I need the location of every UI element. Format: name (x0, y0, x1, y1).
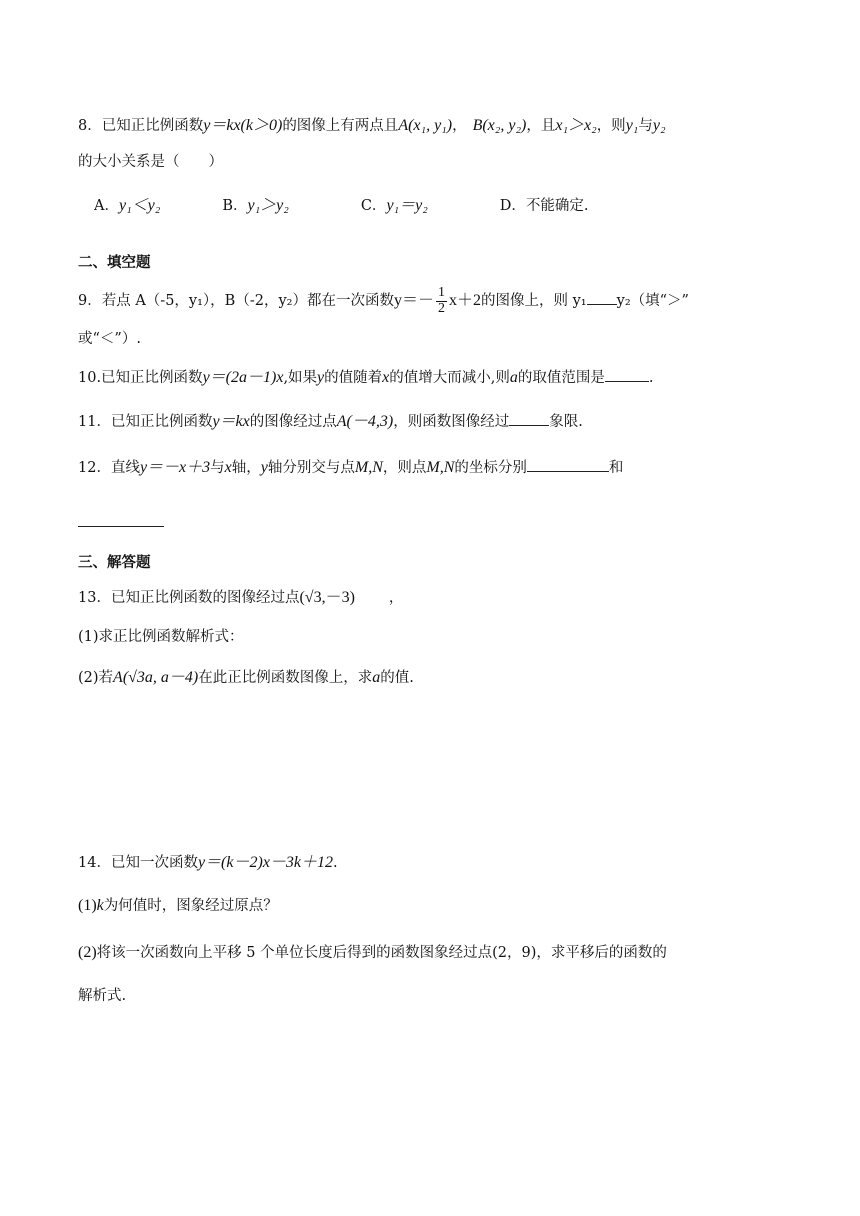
q12-points: M,N (354, 459, 383, 476)
q10-text: 10.已知正比例函数 (78, 370, 203, 386)
q8-point-a: A(x₁, y₁) (398, 117, 453, 134)
q12-text: ，则点 (382, 460, 427, 476)
q12-function: y＝－x＋3 (139, 459, 211, 476)
q8-text: 的图像上有两点且 (282, 118, 399, 134)
q8-y2: y₂ (652, 117, 666, 134)
q8-option-a-label: A． (94, 198, 119, 214)
q11-point: A(－4,3) (336, 413, 394, 430)
q8-option-b-label: B． (222, 198, 248, 214)
q13-text: 13．已知正比例函数的图像经过点 (78, 590, 300, 606)
q8-point-b: B(x₂, y₂) (472, 117, 527, 134)
q10-text: 的取值范围是 (517, 370, 605, 386)
q9-line1 (78, 286, 689, 316)
q12-text: 12．直线 (78, 460, 140, 476)
q10-var-y: y (317, 369, 325, 386)
q11-text: 11．已知正比例函数 (78, 414, 213, 430)
q13-sub2-text: 在此正比例函数图像上，求 (198, 670, 373, 686)
q13-sub2-point: A(√3a, a－4) (113, 669, 199, 686)
q10-line (78, 370, 653, 386)
q14-sub2-text-end: 解析式. (78, 988, 127, 1004)
section-3-title: 三、解答题 (78, 555, 151, 571)
q11-answer-blank[interactable] (509, 424, 549, 426)
q14-line1 (78, 855, 338, 871)
q8-option-c: y₁＝y₂ (386, 197, 428, 214)
q8-y1: y₁ (625, 117, 639, 134)
q9-text: 9．若点 A（-5，y₁），B（-2，y₂）都在一次函数 (78, 293, 394, 310)
q11-text: ，则函数图像经过 (393, 414, 510, 430)
q12-answer-blank-2[interactable] (78, 525, 164, 527)
q9-function-post: x＋2 (448, 292, 481, 310)
q10-text: ,如果 (283, 370, 318, 386)
q14-sub2 (78, 945, 667, 961)
q8-text: ， (452, 118, 467, 134)
q14-text: . (333, 855, 338, 871)
q13-sub2-text: 的值. (380, 670, 414, 686)
q9-text: 的图像上，则 y₁ (481, 293, 587, 310)
q8-text: ，且 (526, 118, 556, 134)
q8-condition: x₁＞x₂ (555, 117, 597, 134)
q14-function: y＝(k－2)x－3k＋12 (197, 854, 334, 871)
q8-options (94, 198, 589, 214)
q10-text: 的值增大而减小,则 (389, 370, 510, 386)
q10-var-a: a (509, 369, 518, 386)
q8-option-a: y₁＜y₂ (118, 197, 161, 214)
q8-line2 (78, 155, 223, 170)
q14-sub2-label: (2) (78, 944, 97, 961)
q12-line2 (78, 516, 164, 531)
q9-function-pre: y＝－ (393, 292, 434, 310)
q14-sub1-label: (1) (78, 897, 97, 914)
q11-function: y＝kx (212, 413, 250, 430)
q9-fraction (436, 286, 447, 316)
q10-function: y＝(2a－1)x (202, 369, 284, 386)
q9-text: y₂（填“＞” (616, 293, 689, 310)
q13-sub1 (78, 630, 244, 645)
q10-text: 的值随着 (324, 370, 383, 386)
q14-text: 14．已知一次函数 (78, 855, 198, 871)
q14-sub2-line2 (78, 989, 126, 1004)
q11-line (78, 414, 583, 430)
q12-text: 和 (608, 460, 624, 476)
q9-fraction-numerator: 1 (437, 285, 445, 300)
q8-text: ，则 (596, 118, 626, 134)
q8-number: 8． (78, 118, 102, 134)
q14-sub1-text: 为何值时，图象经过原点？ (103, 898, 278, 914)
q12-var-x: x (224, 459, 232, 476)
q11-text: 的图像经过点 (249, 414, 337, 430)
q11-text: 象限. (549, 414, 583, 430)
q14-sub1-var: k (96, 897, 104, 914)
q9-fraction-denominator: 2 (437, 300, 445, 316)
q12-answer-blank-1[interactable] (527, 470, 609, 472)
q14-sub1 (78, 898, 278, 914)
q12-var-y: y (260, 459, 268, 476)
q9-line2 (78, 332, 141, 347)
q13-point: (√3,－3) (299, 589, 355, 606)
q12-text: 轴分别交与点 (267, 460, 355, 476)
q10-var-x: x (382, 369, 390, 386)
q10-text: . (648, 370, 654, 386)
q8-option-d: 不能确定. (525, 198, 589, 214)
q12-line (78, 460, 623, 476)
q8-option-b: y₁＞y₂ (247, 197, 289, 214)
q12-text: 与 (210, 460, 225, 476)
q8-option-c-label: C． (360, 198, 387, 214)
q8-line1 (78, 118, 666, 134)
q12-text: 轴， (231, 460, 261, 476)
q13-sub2-var: a (372, 669, 381, 686)
q13-sub2-text: (2)若 (78, 670, 114, 686)
q8-question-end: 的大小关系是（ ） (78, 154, 223, 170)
q8-function: y＝kx(k＞0) (203, 117, 283, 134)
q8-option-d-label: D． (499, 198, 526, 214)
q13-sub2 (78, 670, 414, 686)
q8-text: 与 (638, 118, 653, 134)
q14-sub2-text: 将该一次函数向上平移 5 个单位长度后得到的函数图象经过点(2，9)，求平移后的函数的 (96, 945, 667, 961)
q9-answer-blank[interactable] (587, 303, 617, 305)
q13-line1 (78, 590, 403, 606)
q10-answer-blank[interactable] (605, 380, 649, 382)
q12-points: M,N (426, 459, 455, 476)
q12-text: 的坐标分别 (454, 460, 527, 476)
q13-sub1-text: (1)求正比例函数解析式： (78, 629, 244, 645)
q9-text: 或“＜”）. (78, 331, 141, 347)
section-2-title: 二、填空题 (78, 255, 151, 271)
q8-text: 已知正比例函数 (101, 118, 204, 134)
q13-text: ， (388, 590, 404, 606)
